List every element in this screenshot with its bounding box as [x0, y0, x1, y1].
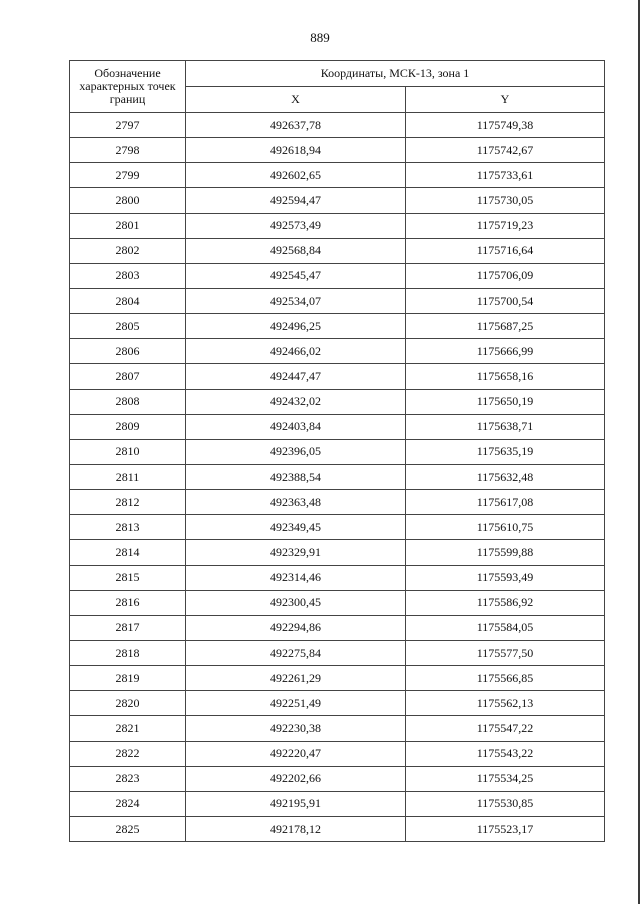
- point-cell: 2810: [70, 439, 186, 464]
- x-coordinate-cell: 492314,46: [186, 565, 406, 590]
- table-row: [70, 389, 605, 414]
- header-row-top: [70, 61, 605, 87]
- x-coordinate-cell: 492466,02: [186, 339, 406, 364]
- y-coordinate-cell: 1175658,16: [406, 364, 605, 389]
- y-coordinate-cell: 1175742,67: [406, 138, 605, 163]
- y-coordinate-cell: 1175547,22: [406, 716, 605, 741]
- x-coordinate-cell: 492534,07: [186, 288, 406, 313]
- point-cell: 2820: [70, 691, 186, 716]
- x-coordinate-cell: 492396,05: [186, 439, 406, 464]
- table-row: [70, 666, 605, 691]
- coordinates-table: [69, 60, 605, 842]
- point-cell: 2805: [70, 314, 186, 339]
- point-cell: 2804: [70, 288, 186, 313]
- table-row: [70, 364, 605, 389]
- x-coordinate-cell: 492637,78: [186, 113, 406, 138]
- y-coordinate-cell: 1175586,92: [406, 590, 605, 615]
- y-coordinate-cell: 1175523,17: [406, 816, 605, 841]
- point-cell: 2818: [70, 640, 186, 665]
- x-coordinate-cell: 492594,47: [186, 188, 406, 213]
- x-coordinate-cell: 492618,94: [186, 138, 406, 163]
- point-cell: 2812: [70, 490, 186, 515]
- x-coordinate-cell: 492403,84: [186, 414, 406, 439]
- table-row: [70, 113, 605, 138]
- x-coordinate-cell: 492178,12: [186, 816, 406, 841]
- point-cell: 2807: [70, 364, 186, 389]
- y-coordinate-cell: 1175543,22: [406, 741, 605, 766]
- x-coordinate-cell: 492220,47: [186, 741, 406, 766]
- y-coordinate-cell: 1175599,88: [406, 540, 605, 565]
- table-row: [70, 590, 605, 615]
- y-coordinate-cell: 1175719,23: [406, 213, 605, 238]
- y-column-header: Y: [406, 87, 605, 113]
- point-cell: 2825: [70, 816, 186, 841]
- y-coordinate-cell: 1175666,99: [406, 339, 605, 364]
- table-row: [70, 615, 605, 640]
- table-row: [70, 691, 605, 716]
- y-coordinate-cell: 1175584,05: [406, 615, 605, 640]
- point-cell: 2809: [70, 414, 186, 439]
- x-coordinate-cell: 492349,45: [186, 515, 406, 540]
- point-cell: 2816: [70, 590, 186, 615]
- point-cell: 2814: [70, 540, 186, 565]
- x-coordinate-cell: 492388,54: [186, 464, 406, 489]
- table-row: [70, 464, 605, 489]
- table-row: [70, 741, 605, 766]
- point-cell: 2824: [70, 791, 186, 816]
- table-row: [70, 414, 605, 439]
- point-cell: 2797: [70, 113, 186, 138]
- table-row: [70, 339, 605, 364]
- table-row: [70, 314, 605, 339]
- x-coordinate-cell: 492602,65: [186, 163, 406, 188]
- table-row: [70, 188, 605, 213]
- x-coordinate-cell: 492545,47: [186, 263, 406, 288]
- x-coordinate-cell: 492568,84: [186, 238, 406, 263]
- y-coordinate-cell: 1175593,49: [406, 565, 605, 590]
- table-row: [70, 816, 605, 841]
- x-coordinate-cell: 492195,91: [186, 791, 406, 816]
- point-cell: 2799: [70, 163, 186, 188]
- y-coordinate-cell: 1175577,50: [406, 640, 605, 665]
- table-row: [70, 540, 605, 565]
- x-coordinate-cell: 492261,29: [186, 666, 406, 691]
- y-coordinate-cell: 1175650,19: [406, 389, 605, 414]
- table-row: [70, 515, 605, 540]
- y-coordinate-cell: 1175635,19: [406, 439, 605, 464]
- table-row: [70, 716, 605, 741]
- y-coordinate-cell: 1175638,71: [406, 414, 605, 439]
- x-coordinate-cell: 492251,49: [186, 691, 406, 716]
- point-cell: 2811: [70, 464, 186, 489]
- table-row: [70, 490, 605, 515]
- x-coordinate-cell: 492432,02: [186, 389, 406, 414]
- y-coordinate-cell: 1175700,54: [406, 288, 605, 313]
- table-header: [70, 61, 605, 113]
- table-row: [70, 439, 605, 464]
- point-cell: 2817: [70, 615, 186, 640]
- y-coordinate-cell: 1175617,08: [406, 490, 605, 515]
- x-coordinate-cell: 492447,47: [186, 364, 406, 389]
- x-coordinate-cell: 492573,49: [186, 213, 406, 238]
- table-row: [70, 138, 605, 163]
- table-row: [70, 263, 605, 288]
- y-coordinate-cell: 1175687,25: [406, 314, 605, 339]
- point-cell: 2823: [70, 766, 186, 791]
- point-cell: 2822: [70, 741, 186, 766]
- point-cell: 2821: [70, 716, 186, 741]
- y-coordinate-cell: 1175706,09: [406, 263, 605, 288]
- table-row: [70, 791, 605, 816]
- y-coordinate-cell: 1175610,75: [406, 515, 605, 540]
- x-column-header: X: [186, 87, 406, 113]
- y-coordinate-cell: 1175566,85: [406, 666, 605, 691]
- x-coordinate-cell: 492300,45: [186, 590, 406, 615]
- y-coordinate-cell: 1175530,85: [406, 791, 605, 816]
- y-coordinate-cell: 1175716,64: [406, 238, 605, 263]
- table-row: [70, 640, 605, 665]
- y-coordinate-cell: 1175562,13: [406, 691, 605, 716]
- point-cell: 2806: [70, 339, 186, 364]
- point-cell: 2801: [70, 213, 186, 238]
- point-cell: 2803: [70, 263, 186, 288]
- point-cell: 2808: [70, 389, 186, 414]
- x-coordinate-cell: 492202,66: [186, 766, 406, 791]
- table-row: [70, 213, 605, 238]
- point-cell: 2813: [70, 515, 186, 540]
- y-coordinate-cell: 1175730,05: [406, 188, 605, 213]
- x-coordinate-cell: 492496,25: [186, 314, 406, 339]
- x-coordinate-cell: 492329,91: [186, 540, 406, 565]
- y-coordinate-cell: 1175749,38: [406, 113, 605, 138]
- table-body: [70, 113, 605, 842]
- x-coordinate-cell: 492363,48: [186, 490, 406, 515]
- table-row: [70, 238, 605, 263]
- y-coordinate-cell: 1175632,48: [406, 464, 605, 489]
- coordinates-system-header: Координаты, МСК-13, зона 1: [186, 61, 605, 87]
- page-number: 889: [310, 30, 330, 45]
- point-cell: 2802: [70, 238, 186, 263]
- x-coordinate-cell: 492230,38: [186, 716, 406, 741]
- y-coordinate-cell: 1175534,25: [406, 766, 605, 791]
- table-row: [70, 565, 605, 590]
- y-coordinate-cell: 1175733,61: [406, 163, 605, 188]
- point-column-header: Обозначение характерных точек границ: [70, 61, 186, 113]
- point-cell: 2798: [70, 138, 186, 163]
- x-coordinate-cell: 492294,86: [186, 615, 406, 640]
- table-row: [70, 288, 605, 313]
- point-cell: 2819: [70, 666, 186, 691]
- x-coordinate-cell: 492275,84: [186, 640, 406, 665]
- point-cell: 2815: [70, 565, 186, 590]
- table-row: [70, 766, 605, 791]
- table-row: [70, 163, 605, 188]
- point-cell: 2800: [70, 188, 186, 213]
